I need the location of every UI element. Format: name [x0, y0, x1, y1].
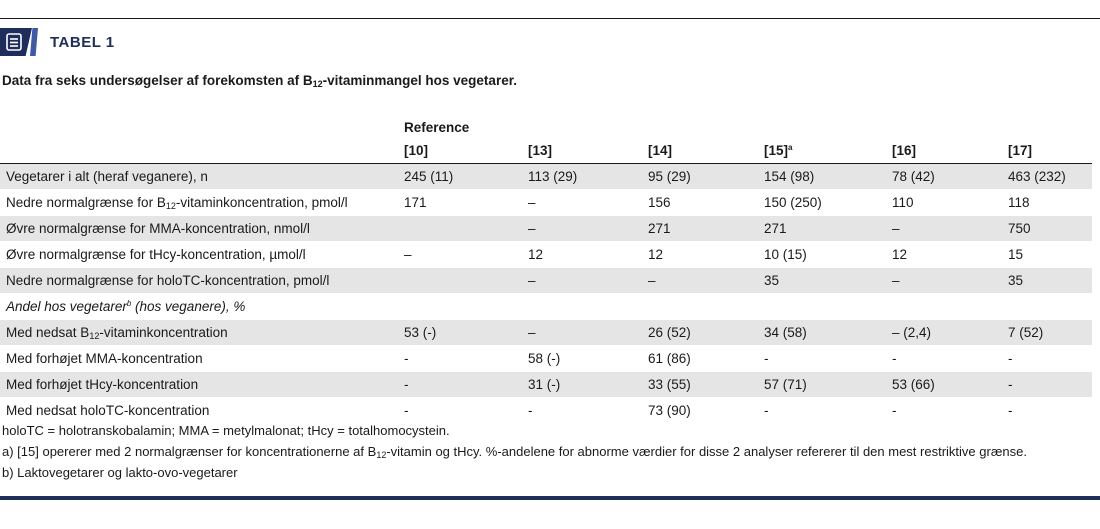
document-icon [6, 33, 22, 51]
column-header-row [0, 138, 1092, 164]
table-cell: 34 (58) [758, 320, 886, 346]
row-label: Nedre normalgrænse for holoTC-koncentration, pmol/l [0, 268, 398, 294]
table-cell: 7 (52) [1002, 320, 1092, 346]
section-row [0, 294, 1092, 320]
table-cell: 463 (232) [1002, 164, 1092, 190]
reference-row [0, 116, 1092, 138]
footnotes [2, 420, 1027, 483]
row-label: Nedre normalgrænse for $B_{12}$-vitaminkoncentration, pmol/l [0, 190, 398, 216]
row-label: Med nedsat $B_{12}$-vitaminkoncentration [0, 320, 398, 346]
table-row [0, 268, 1092, 294]
table-cell: 35 [1002, 268, 1092, 294]
reference-label: Reference [404, 119, 470, 135]
table-cell [758, 294, 886, 320]
table-cell: – [886, 216, 1002, 242]
table-cell: 26 (52) [642, 320, 758, 346]
table-cell: – [522, 320, 642, 346]
column-header: [14] [642, 138, 758, 164]
table-cell: – [522, 216, 642, 242]
table-cell: 35 [758, 268, 886, 294]
footnote-a: a) [15] opererer med 2 normalgrænser for koncentrationerne af $B_{12}$-vitamin og tHcy. %-andelene for abnorme værdier for disse 2 analyser refererer til den mest restriktive grænse. [2, 444, 1027, 460]
table-cell: 53 (66) [886, 372, 1002, 398]
row-label: Med forhøjet MMA-koncentration [0, 346, 398, 372]
table-cell: - [398, 398, 522, 424]
column-header: $[15]^a$ [758, 138, 886, 164]
row-label: Med nedsat holoTC-koncentration [0, 398, 398, 424]
table-cell: 78 (42) [886, 164, 1002, 190]
table-cell [642, 294, 758, 320]
row-label: Vegetarer i alt (heraf veganere), n [0, 164, 398, 190]
table-row [0, 216, 1092, 242]
table-cell: - [1002, 372, 1092, 398]
table-cell: 245 (11) [398, 164, 522, 190]
table-cell: 31 (-) [522, 372, 642, 398]
table-cell: 53 (-) [398, 320, 522, 346]
table-row [0, 320, 1092, 346]
table-cell: - [886, 346, 1002, 372]
row-label: Øvre normalgrænse for MMA-koncentration, nmol/l [0, 216, 398, 242]
table-cell: – [522, 190, 642, 216]
column-header: [16] [886, 138, 1002, 164]
table-cell [886, 294, 1002, 320]
row-label: Med forhøjet tHcy-koncentration [0, 372, 398, 398]
table-cell: – [886, 268, 1002, 294]
table-cell: 58 (-) [522, 346, 642, 372]
table-cell: 156 [642, 190, 758, 216]
table-cell: - [398, 372, 522, 398]
column-header: [10] [398, 138, 522, 164]
column-header: [17] [1002, 138, 1092, 164]
data-table [0, 116, 1092, 424]
bottom-rule [0, 496, 1100, 500]
table-cell: - [758, 398, 886, 424]
top-rule [0, 18, 1100, 19]
table-cell: 150 (250) [758, 190, 886, 216]
table-cell [1002, 294, 1092, 320]
table-cell [398, 294, 522, 320]
table-cell: 33 (55) [642, 372, 758, 398]
table-row [0, 190, 1092, 216]
table-cell [398, 268, 522, 294]
abbreviation-note: holoTC = holotranskobalamin; MMA = metylmalonat; tHcy = totalhomocystein. [2, 423, 450, 438]
table-row [0, 372, 1092, 398]
table-cell: 12 [886, 242, 1002, 268]
table-cell: 15 [1002, 242, 1092, 268]
column-header: [13] [522, 138, 642, 164]
table-cell: 57 (71) [758, 372, 886, 398]
table-cell: 95 (29) [642, 164, 758, 190]
table-cell: 10 (15) [758, 242, 886, 268]
row-label: Andel hos vegetarer$^b$ (hos veganere), % [0, 294, 398, 320]
table-cell: 118 [1002, 190, 1092, 216]
table-cell: 750 [1002, 216, 1092, 242]
footnote-b: b) Laktovegetarer og lakto-ovo-vegetarer [2, 465, 238, 480]
table-cell: - [1002, 346, 1092, 372]
table-cell [522, 294, 642, 320]
table-header [0, 28, 115, 56]
table-cell: 61 (86) [642, 346, 758, 372]
title-badge [0, 28, 36, 56]
table-cell: – [522, 268, 642, 294]
table-cell: – [642, 268, 758, 294]
table-cell: - [522, 398, 642, 424]
table-cell: - [758, 346, 886, 372]
table-cell: - [1002, 398, 1092, 424]
table-cell: 271 [642, 216, 758, 242]
table-cell [398, 216, 522, 242]
table-cell: 73 (90) [642, 398, 758, 424]
table-cell: 110 [886, 190, 1002, 216]
table-cell: - [398, 346, 522, 372]
table-title: TABEL 1 [50, 33, 115, 51]
table-cell: – (2,4) [886, 320, 1002, 346]
table-row [0, 346, 1092, 372]
table-row [0, 242, 1092, 268]
table-row [0, 164, 1092, 190]
table-cell: 12 [642, 242, 758, 268]
table-cell: 113 (29) [522, 164, 642, 190]
table-cell: – [398, 242, 522, 268]
table-caption: Data fra seks undersøgelser af forekomsten af $B_{12}$-vitaminmangel hos vegetarer. [2, 73, 517, 89]
table-cell: 171 [398, 190, 522, 216]
table-cell: - [886, 398, 1002, 424]
row-label: Øvre normalgrænse for tHcy-koncentration, µmol/l [0, 242, 398, 268]
table-cell: 154 (98) [758, 164, 886, 190]
table-cell: 12 [522, 242, 642, 268]
table-cell: 271 [758, 216, 886, 242]
